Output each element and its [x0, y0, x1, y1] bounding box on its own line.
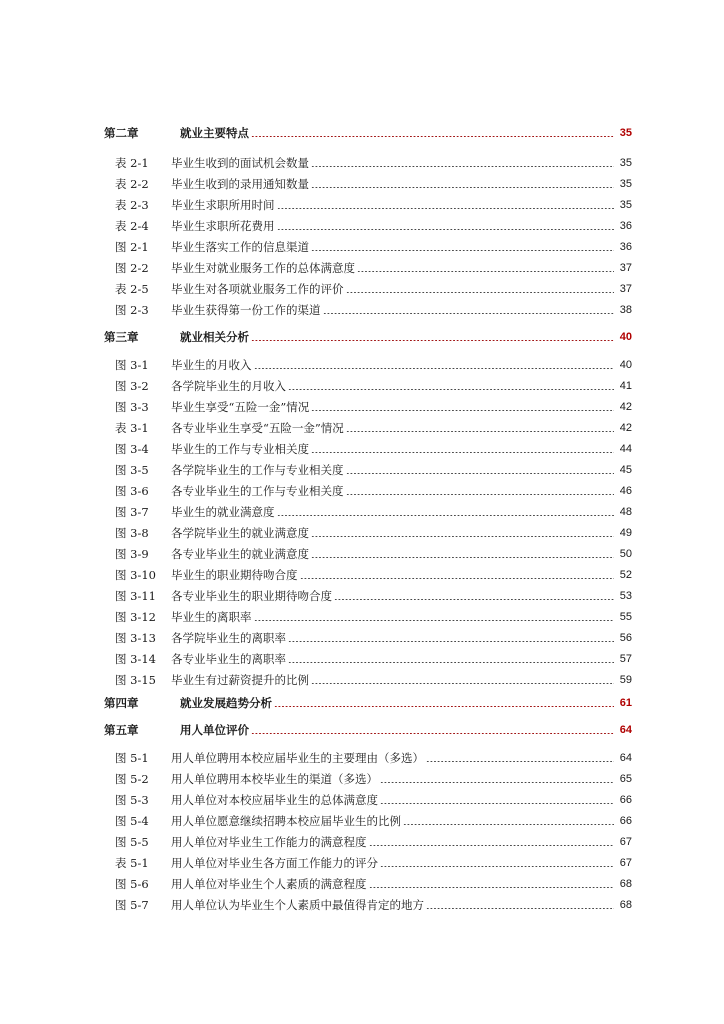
toc-entry-title: 毕业生的月收入: [171, 358, 252, 372]
toc-entry-page-number: 41: [619, 380, 632, 392]
toc-entry-title: 各专业毕业生的离职率: [171, 652, 286, 666]
toc-entry-label: 第四章: [104, 696, 139, 710]
toc-entry-title: 用人单位对本校应届毕业生的总体满意度: [171, 793, 378, 807]
toc-entry-page-number: 57: [619, 653, 632, 665]
toc-entry-title: 各专业毕业生的就业满意度: [171, 547, 309, 561]
toc-entry-label: 图 2-1: [115, 240, 149, 254]
toc-entry-page-number: 40: [619, 331, 632, 343]
toc-entry-title: 毕业生收到的录用通知数量: [171, 177, 309, 191]
toc-item-entry[interactable]: [104, 747, 632, 765]
toc-entry-title: 用人单位聘用本校毕业生的渠道（多选）: [171, 772, 378, 786]
dot-leader: [251, 340, 614, 341]
toc-item-entry[interactable]: [104, 257, 632, 275]
dot-leader: [277, 515, 615, 516]
toc-entry-page-number: 66: [619, 794, 632, 806]
toc-entry-page-number: 64: [619, 724, 632, 736]
toc-entry-label: 图 2-2: [115, 261, 149, 275]
toc-entry-page-number: 49: [619, 527, 632, 539]
toc-entry-label: 图 3-8: [115, 526, 149, 540]
dot-leader: [254, 368, 615, 369]
toc-entry-label: 图 3-13: [115, 631, 156, 645]
toc-entry-label: 图 3-6: [115, 484, 149, 498]
toc-item-entry[interactable]: [104, 894, 632, 912]
toc-entry-label: 表 5-1: [115, 856, 149, 870]
toc-item-entry[interactable]: [104, 789, 632, 807]
toc-entry-page-number: 35: [619, 178, 632, 190]
dot-leader: [288, 389, 614, 390]
toc-chapter-entry[interactable]: [104, 326, 632, 344]
dot-leader: [334, 599, 614, 600]
toc-item-entry[interactable]: [104, 278, 632, 296]
toc-entry-label: 图 3-4: [115, 442, 149, 456]
toc-entry-page-number: 45: [619, 464, 632, 476]
toc-entry-page-number: 44: [619, 443, 632, 455]
toc-entry-title: 毕业生的工作与专业相关度: [171, 442, 309, 456]
toc-entry-page-number: 68: [619, 878, 632, 890]
toc-entry-label: 图 3-11: [115, 589, 156, 603]
toc-item-entry[interactable]: [104, 194, 632, 212]
toc-item-entry[interactable]: [104, 459, 632, 477]
toc-entry-title: 各专业毕业生享受“五险一金”情况: [171, 421, 344, 435]
toc-entry-title: 各学院毕业生的就业满意度: [171, 526, 309, 540]
toc-item-entry[interactable]: [104, 236, 632, 254]
toc-entry-title: 毕业生求职所用时间: [171, 198, 275, 212]
dot-leader: [380, 803, 614, 804]
toc-entry-page-number: 65: [619, 773, 632, 785]
dot-leader: [369, 845, 615, 846]
toc-entry-title: 用人单位评价: [180, 723, 249, 737]
dot-leader: [311, 250, 614, 251]
toc-item-entry[interactable]: [104, 354, 632, 372]
toc-entry-page-number: 61: [619, 697, 632, 709]
toc-entry-page-number: 67: [619, 836, 632, 848]
toc-entry-page-number: 35: [619, 127, 632, 139]
dot-leader: [251, 136, 614, 137]
toc-entry-title: 毕业生有过薪资提升的比例: [171, 673, 309, 687]
dot-leader: [311, 410, 614, 411]
toc-entry-label: 图 3-3: [115, 400, 149, 414]
toc-item-entry[interactable]: [104, 501, 632, 519]
toc-entry-title: 就业相关分析: [180, 330, 249, 344]
toc-item-entry[interactable]: [104, 669, 632, 687]
toc-entry-title: 毕业生收到的面试机会数量: [171, 156, 309, 170]
toc-item-entry[interactable]: [104, 831, 632, 849]
toc-entry-label: 图 3-15: [115, 673, 156, 687]
toc-entry-title: 用人单位认为毕业生个人素质中最值得肯定的地方: [171, 898, 424, 912]
toc-entry-page-number: 68: [619, 899, 632, 911]
toc-entry-title: 各学院毕业生的离职率: [171, 631, 286, 645]
toc-entry-page-number: 53: [619, 590, 632, 602]
toc-entry-title: 用人单位对毕业生个人素质的满意程度: [171, 877, 367, 891]
toc-entry-title: 各学院毕业生的工作与专业相关度: [171, 463, 344, 477]
dot-leader: [323, 313, 615, 314]
toc-entry-label: 图 5-4: [115, 814, 149, 828]
toc-entry-page-number: 36: [619, 241, 632, 253]
toc-entry-label: 图 3-1: [115, 358, 149, 372]
toc-item-entry[interactable]: [104, 768, 632, 786]
toc-entry-label: 图 5-1: [115, 751, 149, 765]
toc-entry-label: 表 2-2: [115, 177, 149, 191]
dot-leader: [311, 536, 614, 537]
toc-entry-page-number: 48: [619, 506, 632, 518]
toc-item-entry[interactable]: [104, 375, 632, 393]
toc-item-entry[interactable]: [104, 543, 632, 561]
dot-leader: [311, 557, 614, 558]
dot-leader: [369, 887, 615, 888]
toc-entry-page-number: 36: [619, 220, 632, 232]
toc-entry-title: 毕业生对就业服务工作的总体满意度: [171, 261, 355, 275]
toc-entry-title: 毕业生对各项就业服务工作的评价: [171, 282, 344, 296]
toc-entry-label: 图 3-12: [115, 610, 156, 624]
dot-leader: [277, 208, 615, 209]
toc-entry-label: 图 2-3: [115, 303, 149, 317]
toc-entry-title: 毕业生落实工作的信息渠道: [171, 240, 309, 254]
toc-entry-label: 图 5-2: [115, 772, 149, 786]
dot-leader: [346, 494, 615, 495]
toc-chapter-entry[interactable]: [104, 692, 632, 710]
toc-entry-title: 毕业生的就业满意度: [171, 505, 275, 519]
toc-entry-page-number: 64: [619, 752, 632, 764]
dot-leader: [403, 824, 614, 825]
toc-item-entry[interactable]: [104, 438, 632, 456]
toc-entry-title: 各学院毕业生的月收入: [171, 379, 286, 393]
toc-entry-page-number: 50: [619, 548, 632, 560]
toc-entry-label: 图 3-10: [115, 568, 156, 582]
toc-entry-title: 用人单位愿意继续招聘本校应届毕业生的比例: [171, 814, 401, 828]
toc-entry-title: 各专业毕业生的工作与专业相关度: [171, 484, 344, 498]
toc-entry-title: 毕业生求职所花费用: [171, 219, 275, 233]
dot-leader: [346, 431, 614, 432]
toc-entry-label: 图 3-2: [115, 379, 149, 393]
toc-chapter-entry[interactable]: [104, 719, 632, 737]
dot-leader: [380, 866, 614, 867]
toc-entry-label: 表 2-3: [115, 198, 149, 212]
toc-entry-label: 图 3-7: [115, 505, 149, 519]
dot-leader: [346, 292, 615, 293]
dot-leader: [311, 166, 614, 167]
toc-chapter-entry[interactable]: [104, 122, 632, 140]
dot-leader: [311, 683, 614, 684]
toc-entry-label: 第三章: [104, 330, 139, 344]
toc-item-entry[interactable]: [104, 417, 632, 435]
toc-entry-title: 就业发展趋势分析: [180, 696, 272, 710]
dot-leader: [288, 662, 614, 663]
dot-leader: [426, 908, 614, 909]
toc-item-entry[interactable]: [104, 173, 632, 191]
toc-item-entry[interactable]: [104, 852, 632, 870]
toc-entry-page-number: 35: [619, 199, 632, 211]
dot-leader: [288, 641, 614, 642]
toc-item-entry[interactable]: [104, 480, 632, 498]
dot-leader: [357, 271, 614, 272]
toc-entry-page-number: 56: [619, 632, 632, 644]
toc-entry-page-number: 55: [619, 611, 632, 623]
toc-entry-title: 毕业生获得第一份工作的渠道: [171, 303, 321, 317]
toc-item-entry[interactable]: [104, 215, 632, 233]
toc-entry-page-number: 59: [619, 674, 632, 686]
toc-entry-page-number: 42: [619, 401, 632, 413]
dot-leader: [380, 782, 614, 783]
toc-entry-title: 就业主要特点: [180, 126, 249, 140]
toc-item-entry[interactable]: [104, 152, 632, 170]
toc-entry-page-number: 42: [619, 422, 632, 434]
toc-entry-page-number: 37: [619, 283, 632, 295]
toc-entry-label: 第五章: [104, 723, 139, 737]
toc-entry-label: 表 3-1: [115, 421, 149, 435]
toc-entry-label: 图 3-9: [115, 547, 149, 561]
toc-entry-label: 图 5-6: [115, 877, 149, 891]
toc-entry-title: 用人单位对毕业生工作能力的满意程度: [171, 835, 367, 849]
dot-leader: [274, 706, 614, 707]
toc-entry-label: 图 5-7: [115, 898, 149, 912]
toc-entry-label: 表 2-5: [115, 282, 149, 296]
toc-entry-page-number: 67: [619, 857, 632, 869]
toc-entry-label: 第二章: [104, 126, 139, 140]
toc-entry-page-number: 38: [619, 304, 632, 316]
toc-entry-title: 毕业生享受“五险一金”情况: [171, 400, 310, 414]
toc-entry-label: 图 5-5: [115, 835, 149, 849]
toc-entry-title: 毕业生的职业期待吻合度: [171, 568, 298, 582]
toc-entry-label: 图 3-5: [115, 463, 149, 477]
toc-entry-page-number: 40: [619, 359, 632, 371]
toc-entry-label: 表 2-1: [115, 156, 149, 170]
dot-leader: [251, 733, 614, 734]
toc-item-entry[interactable]: [104, 299, 632, 317]
toc-entry-page-number: 37: [619, 262, 632, 274]
toc-entry-label: 图 5-3: [115, 793, 149, 807]
toc-item-entry[interactable]: [104, 396, 632, 414]
toc-item-entry[interactable]: [104, 810, 632, 828]
toc-item-entry[interactable]: [104, 585, 632, 603]
dot-leader: [346, 473, 615, 474]
dot-leader: [277, 229, 615, 230]
dot-leader: [300, 578, 615, 579]
toc-entry-page-number: 52: [619, 569, 632, 581]
dot-leader: [426, 761, 614, 762]
dot-leader: [311, 452, 614, 453]
dot-leader: [254, 620, 615, 621]
toc-entry-title: 毕业生的离职率: [171, 610, 252, 624]
toc-entry-title: 用人单位对毕业生各方面工作能力的评分: [171, 856, 378, 870]
toc-entry-page-number: 66: [619, 815, 632, 827]
toc-entry-title: 用人单位聘用本校应届毕业生的主要理由（多选）: [171, 751, 424, 765]
toc-entry-label: 表 2-4: [115, 219, 149, 233]
toc-item-entry[interactable]: [104, 873, 632, 891]
toc-item-entry[interactable]: [104, 627, 632, 645]
toc-item-entry[interactable]: [104, 648, 632, 666]
toc-item-entry[interactable]: [104, 606, 632, 624]
toc-item-entry[interactable]: [104, 522, 632, 540]
toc-entry-page-number: 35: [619, 157, 632, 169]
dot-leader: [311, 187, 614, 188]
toc-entry-label: 图 3-14: [115, 652, 156, 666]
toc-entry-page-number: 46: [619, 485, 632, 497]
toc-entry-title: 各专业毕业生的职业期待吻合度: [171, 589, 332, 603]
toc-item-entry[interactable]: [104, 564, 632, 582]
